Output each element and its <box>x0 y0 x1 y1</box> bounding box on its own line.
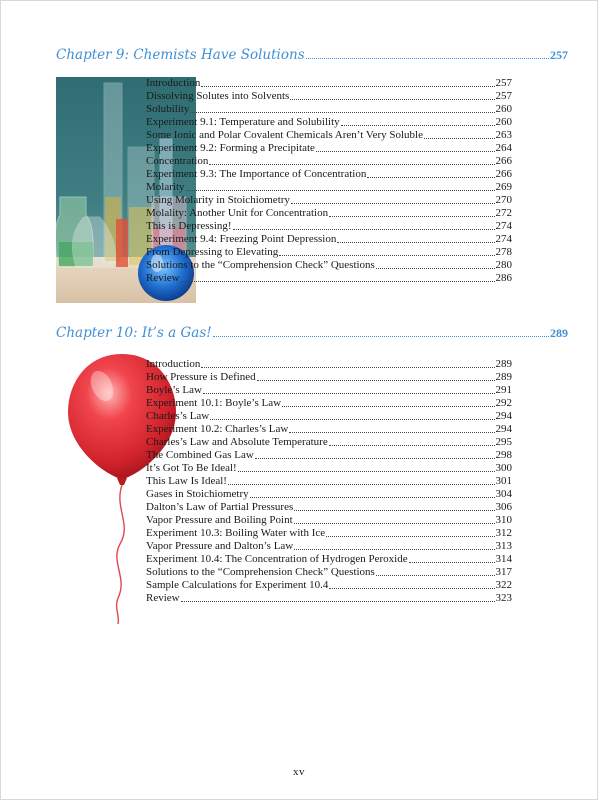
toc-entry[interactable] <box>146 116 512 129</box>
toc-entry-label: Solutions to the “Comprehension Check” Questions <box>146 566 375 578</box>
toc-entry-page: 260 <box>495 116 512 128</box>
chapter-9-toc <box>146 77 512 285</box>
leader-dots <box>250 497 495 498</box>
toc-entry[interactable] <box>146 592 512 605</box>
toc-entry-page: 314 <box>495 553 512 565</box>
leader-dots <box>213 336 549 337</box>
chapter-10-toc <box>146 358 512 605</box>
leader-dots <box>186 190 495 191</box>
toc-entry-page: 260 <box>495 103 512 115</box>
toc-entry-label: Molality: Another Unit for Concentration <box>146 207 329 219</box>
toc-entry[interactable] <box>146 129 512 142</box>
toc-entry-page: 257 <box>495 90 512 102</box>
toc-entry-label: Experiment 10.1: Boyle’s Law <box>146 397 282 409</box>
leader-dots <box>238 471 495 472</box>
toc-entry-page: 289 <box>495 371 512 383</box>
toc-entry-label: Charles’s Law <box>146 410 210 422</box>
toc-entry-label: Experiment 9.3: The Importance of Concentration <box>146 168 367 180</box>
leader-dots <box>181 601 495 602</box>
toc-entry[interactable] <box>146 142 512 155</box>
leader-dots <box>294 510 494 511</box>
toc-entry-label: Molarity <box>146 181 185 193</box>
toc-entry-page: 313 <box>495 540 512 552</box>
toc-entry[interactable] <box>146 371 512 384</box>
leader-dots <box>181 281 495 282</box>
toc-entry-page: 278 <box>495 246 512 258</box>
leader-dots <box>316 151 495 152</box>
toc-entry-label: Boyle’s Law <box>146 384 202 396</box>
toc-entry-label: Sample Calculations for Experiment 10.4 <box>146 579 329 591</box>
toc-entry[interactable] <box>146 90 512 103</box>
leader-dots <box>294 523 495 524</box>
toc-entry-page: 280 <box>495 259 512 271</box>
chapter-page-number: 257 <box>550 48 568 62</box>
toc-entry-page: 323 <box>495 592 512 604</box>
toc-entry[interactable] <box>146 77 512 90</box>
toc-entry-label: Experiment 10.4: The Concentration of Hydrogen Peroxide <box>146 553 408 565</box>
leader-dots <box>210 419 494 420</box>
toc-entry-label: From Depressing to Elevating <box>146 246 279 258</box>
leader-dots <box>329 216 494 217</box>
page-number: xv <box>293 766 305 778</box>
toc-entry-label: Introduction <box>146 77 201 89</box>
toc-entry-label: Dissolving Solutes into Solvents <box>146 90 290 102</box>
toc-entry-label: This Law Is Ideal! <box>146 475 227 487</box>
toc-entry-label: Dalton’s Law of Partial Pressures <box>146 501 294 513</box>
toc-entry-page: 295 <box>495 436 512 448</box>
toc-entry-page: 272 <box>495 207 512 219</box>
toc-entry-label: The Combined Gas Law <box>146 449 254 461</box>
toc-entry-page: 294 <box>495 410 512 422</box>
toc-entry-label: Vapor Pressure and Dalton’s Law <box>146 540 294 552</box>
toc-entry-page: 322 <box>495 579 512 591</box>
toc-entry-label: How Pressure is Defined <box>146 371 256 383</box>
chapter-page-number: 289 <box>550 326 568 340</box>
toc-entry-label: Experiment 9.4: Freezing Point Depression <box>146 233 337 245</box>
toc-entry[interactable] <box>146 272 512 285</box>
toc-entry-page: 304 <box>495 488 512 500</box>
toc-entry-label: Some Ionic and Polar Covalent Chemicals Aren’t Very Soluble <box>146 129 423 141</box>
toc-entry[interactable] <box>146 423 512 436</box>
leader-dots <box>341 125 495 126</box>
toc-entry-label: Introduction <box>146 358 201 370</box>
toc-entry-label: Gases in Stoichiometry <box>146 488 249 500</box>
toc-entry-page: 266 <box>495 155 512 167</box>
toc-entry-page: 306 <box>495 501 512 513</box>
toc-entry-label: Solubility <box>146 103 190 115</box>
toc-entry[interactable] <box>146 501 512 514</box>
toc-entry-page: 264 <box>495 142 512 154</box>
leader-dots <box>326 536 494 537</box>
toc-entry[interactable] <box>146 566 512 579</box>
leader-dots <box>376 575 495 576</box>
toc-entry-label: Vapor Pressure and Boiling Point <box>146 514 293 526</box>
leader-dots <box>190 112 494 113</box>
toc-entry-label: Charles’s Law and Absolute Temperature <box>146 436 328 448</box>
toc-entry-page: 310 <box>495 514 512 526</box>
toc-entry[interactable] <box>146 579 512 592</box>
toc-entry-label: This is Depressing! <box>146 220 232 232</box>
leader-dots <box>201 86 494 87</box>
toc-entry[interactable] <box>146 514 512 527</box>
leader-dots <box>209 164 494 165</box>
leader-dots <box>282 406 494 407</box>
toc-entry-page: 289 <box>495 358 512 370</box>
toc-entry-label: Review <box>146 272 180 284</box>
toc-entry-label: Experiment 10.3: Boiling Water with Ice <box>146 527 326 539</box>
toc-entry-label: Solutions to the “Comprehension Check” Questions <box>146 259 375 271</box>
toc-entry[interactable] <box>146 194 512 207</box>
leader-dots <box>337 242 494 243</box>
toc-entry-label: Using Molarity in Stoichiometry <box>146 194 290 206</box>
toc-entry-page: 291 <box>495 384 512 396</box>
toc-entry[interactable] <box>146 168 512 181</box>
leader-dots <box>228 484 495 485</box>
toc-entry[interactable] <box>146 233 512 246</box>
toc-entry-label: Concentration <box>146 155 209 167</box>
toc-entry[interactable] <box>146 553 512 566</box>
toc-entry-page: 269 <box>495 181 512 193</box>
chapter-9-heading[interactable] <box>56 47 568 63</box>
toc-entry[interactable] <box>146 397 512 410</box>
toc-entry[interactable] <box>146 488 512 501</box>
toc-entry-page: 294 <box>495 423 512 435</box>
toc-entry[interactable] <box>146 207 512 220</box>
toc-entry[interactable] <box>146 155 512 168</box>
toc-entry[interactable] <box>146 449 512 462</box>
leader-dots <box>279 255 494 256</box>
leader-dots <box>409 562 495 563</box>
leader-dots <box>294 549 494 550</box>
toc-entry-page: 274 <box>495 233 512 245</box>
toc-entry[interactable] <box>146 246 512 259</box>
toc-entry-label: Experiment 9.1: Temperature and Solubility <box>146 116 340 128</box>
toc-entry[interactable] <box>146 540 512 553</box>
toc-entry[interactable] <box>146 462 512 475</box>
toc-entry-page: 270 <box>495 194 512 206</box>
leader-dots <box>291 203 495 204</box>
leader-dots <box>257 380 495 381</box>
leader-dots <box>233 229 495 230</box>
leader-dots <box>255 458 495 459</box>
toc-entry-page: 298 <box>495 449 512 461</box>
toc-entry[interactable] <box>146 220 512 233</box>
toc-entry-page: 292 <box>495 397 512 409</box>
leader-dots <box>329 588 494 589</box>
leader-dots <box>424 138 495 139</box>
leader-dots <box>329 445 495 446</box>
chapter-title: Chapter 9: Chemists Have Solutions <box>56 47 305 63</box>
toc-entry-page: 301 <box>495 475 512 487</box>
toc-entry[interactable] <box>146 527 512 540</box>
toc-entry[interactable] <box>146 259 512 272</box>
toc-entry-label: Experiment 10.2: Charles’s Law <box>146 423 289 435</box>
toc-entry[interactable] <box>146 410 512 423</box>
leader-dots <box>201 367 494 368</box>
toc-entry[interactable] <box>146 103 512 116</box>
toc-entry-page: 263 <box>495 129 512 141</box>
toc-entry-page: 274 <box>495 220 512 232</box>
leader-dots <box>306 58 549 59</box>
leader-dots <box>376 268 495 269</box>
toc-entry-page: 266 <box>495 168 512 180</box>
leader-dots <box>289 432 494 433</box>
toc-entry-page: 317 <box>495 566 512 578</box>
leader-dots <box>290 99 494 100</box>
toc-entry[interactable] <box>146 181 512 194</box>
toc-entry[interactable] <box>146 384 512 397</box>
toc-entry-label: Review <box>146 592 180 604</box>
toc-entry-label: Experiment 9.2: Forming a Precipitate <box>146 142 315 154</box>
toc-entry-page: 257 <box>495 77 512 89</box>
chapter-title: Chapter 10: It’s a Gas! <box>56 325 212 341</box>
toc-entry[interactable] <box>146 358 512 371</box>
chapter-10-heading[interactable] <box>56 325 568 341</box>
toc-entry-page: 300 <box>495 462 512 474</box>
toc-entry-page: 312 <box>495 527 512 539</box>
toc-entry-page: 286 <box>495 272 512 284</box>
leader-dots <box>367 177 494 178</box>
toc-entry[interactable] <box>146 436 512 449</box>
toc-entry[interactable] <box>146 475 512 488</box>
toc-entry-label: It’s Got To Be Ideal! <box>146 462 237 474</box>
leader-dots <box>203 393 495 394</box>
